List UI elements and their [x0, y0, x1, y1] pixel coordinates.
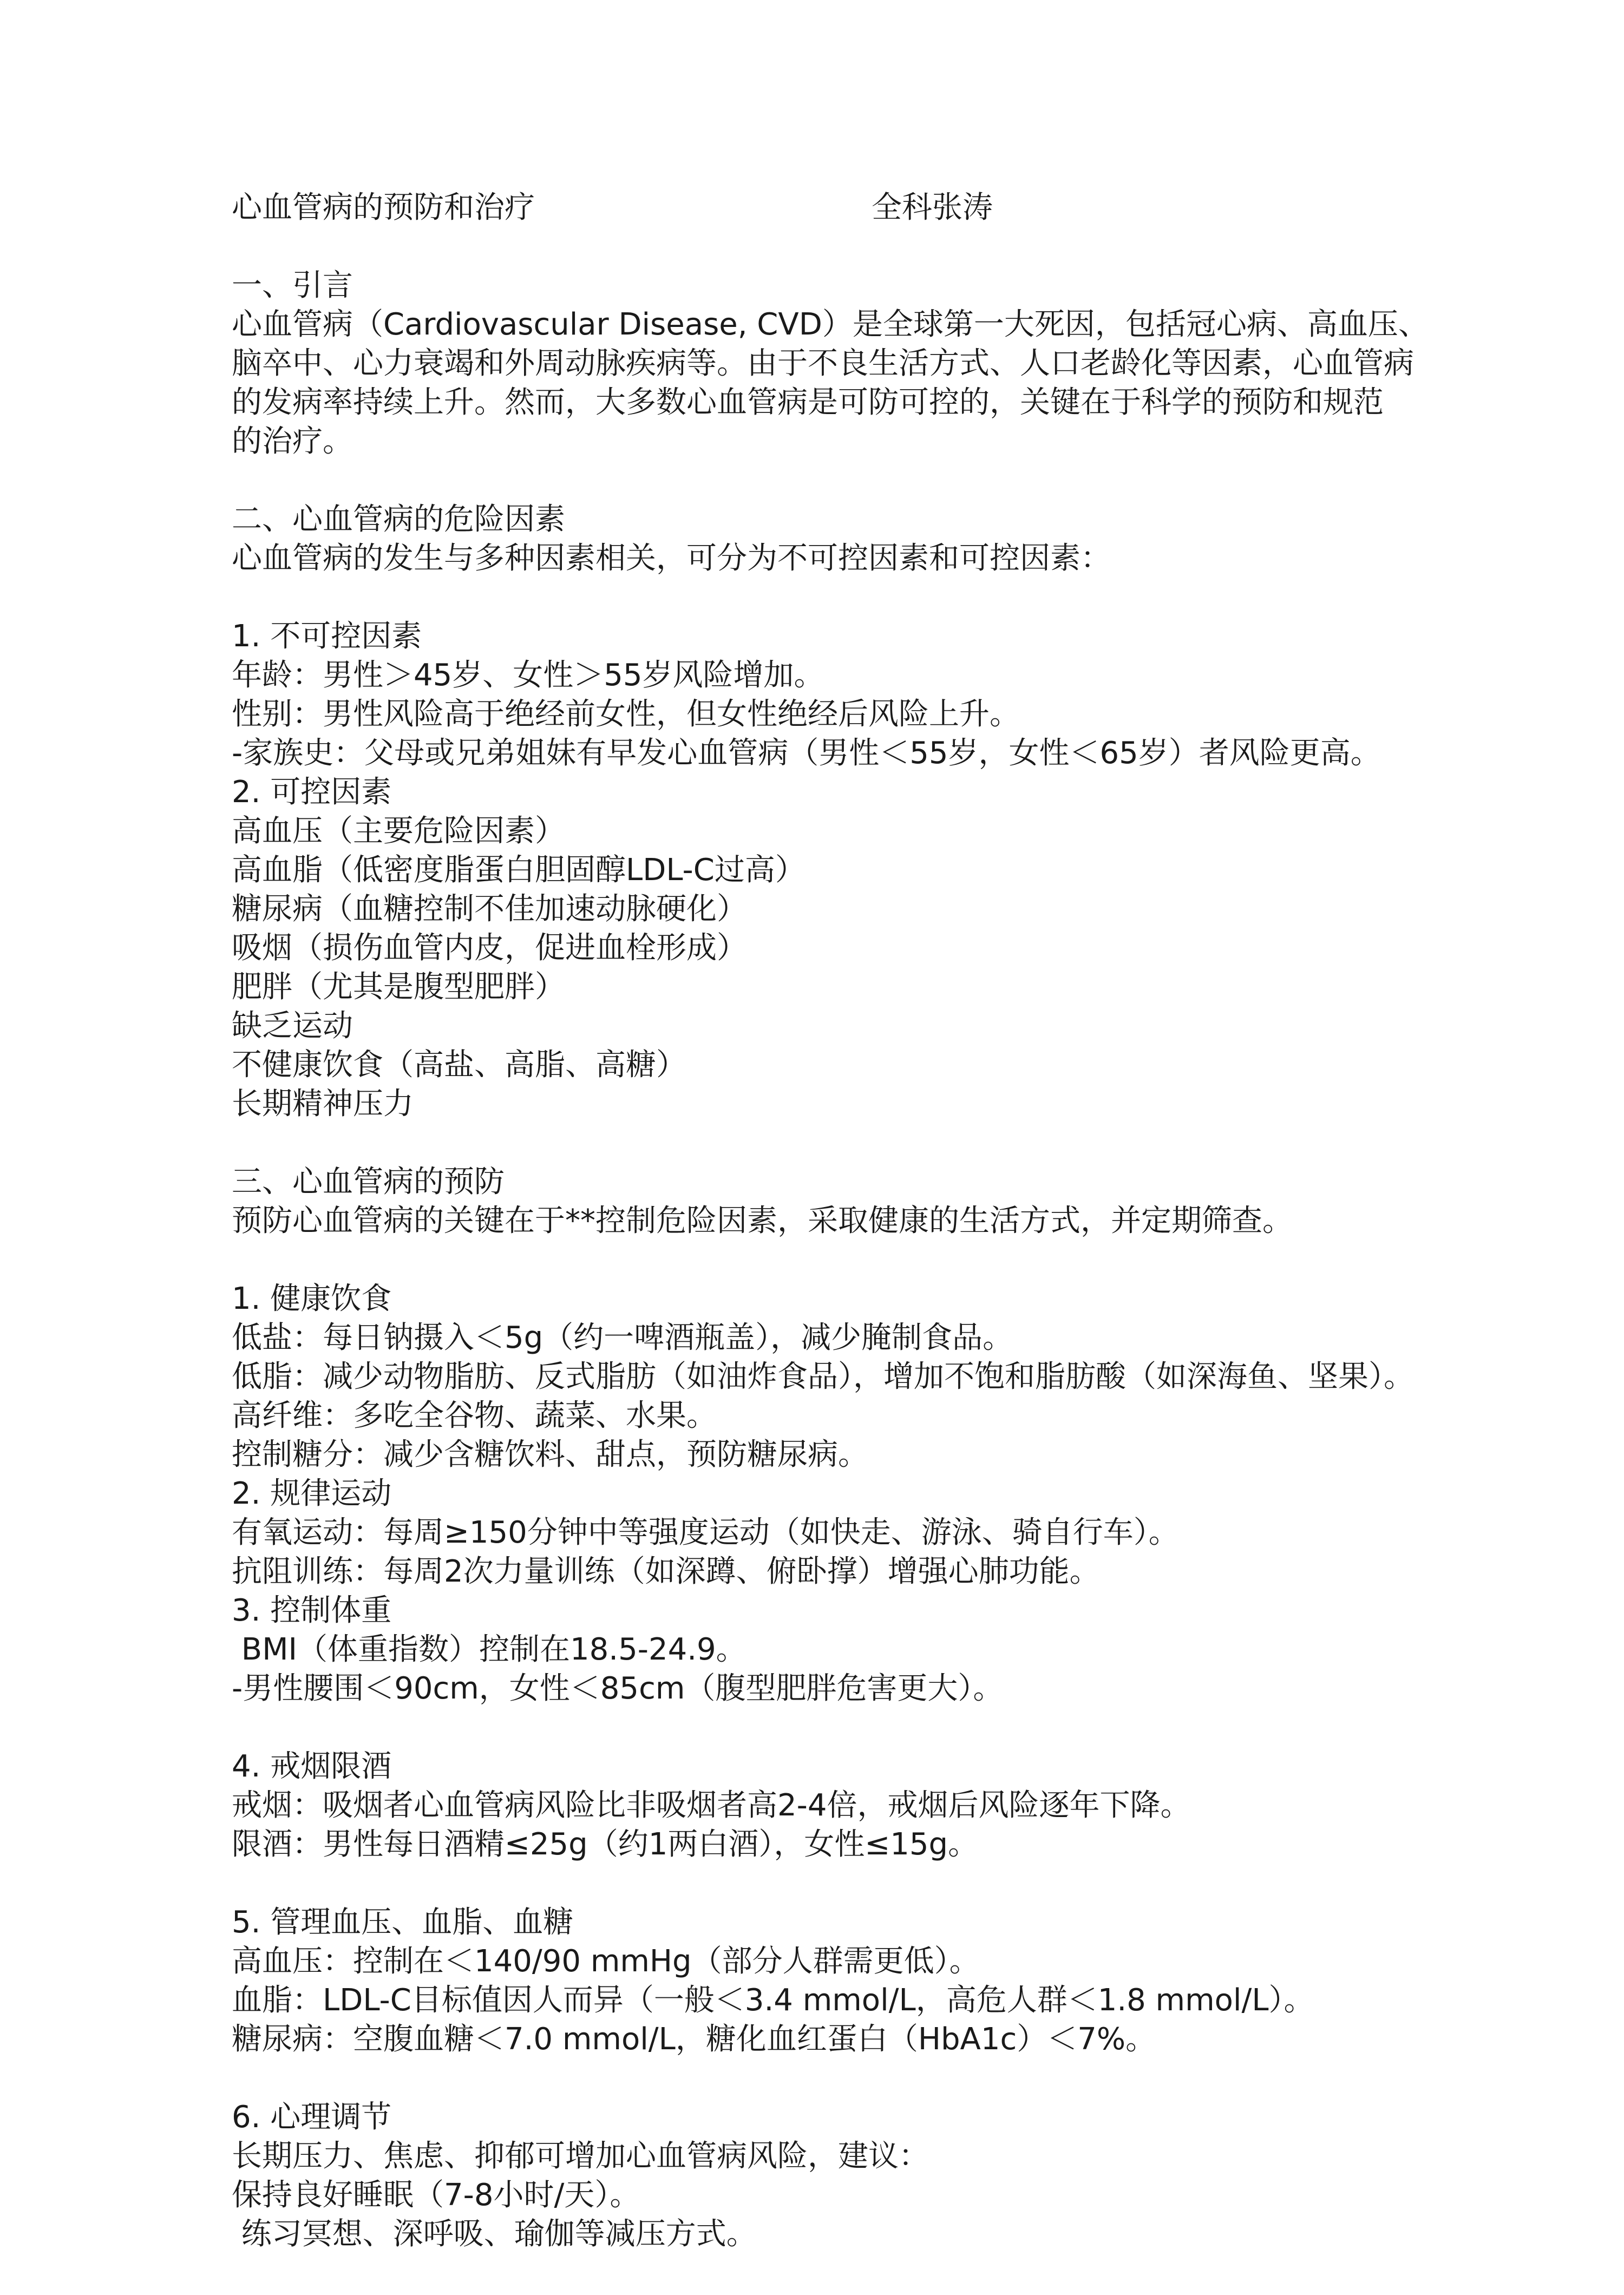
- document-author: 全科张涛: [872, 190, 993, 225]
- text-line: 的发病率持续上升。然而，大多数心血管病是可防可控的，关键在于科学的预防和规范: [232, 385, 1384, 420]
- text-line: 2. 规律运动: [232, 1476, 392, 1511]
- text-line: 长期精神压力: [232, 1086, 414, 1122]
- text-line: 脑卒中、心力衰竭和外周动脉疾病等。由于不良生活方式、人口老龄化等因素，心血管病: [232, 346, 1414, 381]
- text-line: 预防心血管病的关键在于**控制危险因素，采取健康的生活方式，并定期筛查。: [232, 1203, 1293, 1238]
- text-line: 缺乏运动: [232, 1008, 353, 1044]
- text-line: 吸烟（损伤血管内皮，促进血栓形成）: [232, 930, 747, 966]
- text-line: 抗阻训练：每周2次力量训练（如深蹲、俯卧撑）增强心肺功能。: [232, 1554, 1100, 1589]
- blank-line: [232, 1864, 1607, 1903]
- text-line: 5. 管理血压、血脂、血糖: [232, 1905, 574, 1940]
- text-line: -家族史：父母或兄弟姐妹有早发心血管病（男性＜55岁，女性＜65岁）者风险更高。: [232, 736, 1381, 771]
- text-line: 低脂：减少动物脂肪、反式脂肪（如油炸食品），增加不饱和脂肪酸（如深海鱼、坚果）。: [232, 1359, 1414, 1394]
- text-line: 控制糖分：减少含糖饮料、甜点，预防糖尿病。: [232, 1437, 868, 1472]
- text-line: 低盐：每日钠摄入＜5g（约一啤酒瓶盖），减少腌制食品。: [232, 1320, 1013, 1355]
- text-line: 2. 可控因素: [232, 775, 392, 810]
- text-line: 肥胖（尤其是腹型肥胖）: [232, 969, 565, 1005]
- text-line: 限酒：男性每日酒精≤25g（约1两白酒），女性≤15g。: [232, 1827, 979, 1862]
- text-line: 高血压：控制在＜140/90 mmHg（部分人群需更低）。: [232, 1944, 980, 1979]
- text-line: 1. 健康饮食: [232, 1281, 392, 1316]
- text-line: 二、心血管病的危险因素: [232, 502, 565, 537]
- blank-line: [232, 2059, 1607, 2098]
- text-line: 6. 心理调节: [232, 2100, 392, 2135]
- text-line: 不健康饮食（高盐、高脂、高糖）: [232, 1047, 686, 1083]
- text-line: BMI（体重指数）控制在18.5-24.9。: [232, 1632, 746, 1667]
- blank-line: [232, 461, 1607, 500]
- blank-line: [232, 227, 1607, 266]
- blank-line: [232, 1124, 1607, 1163]
- text-line: -男性腰围＜90cm，女性＜85cm（腹型肥胖危害更大）。: [232, 1671, 1004, 1706]
- text-line: 心血管病（Cardiovascular Disease, CVD）是全球第一大死因，包括冠心病、高血压、: [232, 307, 1429, 342]
- text-line: 有氧运动：每周≥150分钟中等强度运动（如快走、游泳、骑自行车）。: [232, 1515, 1179, 1550]
- text-line: 心血管病的发生与多种因素相关，可分为不可控因素和可控因素：: [232, 541, 1111, 576]
- blank-line: [232, 1708, 1607, 1747]
- text-line: 高纤维：多吃全谷物、蔬菜、水果。: [232, 1398, 717, 1433]
- text-line: 糖尿病：空腹血糖＜7.0 mmol/L，糖化血红蛋白（HbA1c）＜7%。: [232, 2022, 1156, 2057]
- text-line: 年龄：男性＞45岁、女性＞55岁风险增加。: [232, 658, 824, 693]
- text-line: 4. 戒烟限酒: [232, 1749, 392, 1784]
- text-line: 高血脂（低密度脂蛋白胆固醇LDL-C过高）: [232, 853, 806, 888]
- text-line: 戒烟：吸烟者心血管病风险比非吸烟者高2-4倍，戒烟后风险逐年下降。: [232, 1788, 1191, 1823]
- document-body: [232, 188, 1607, 2254]
- text-line: 1. 不可控因素: [232, 619, 422, 654]
- document-title: 心血管病的预防和治疗: [232, 190, 535, 225]
- text-line: 练习冥想、深呼吸、瑜伽等减压方式。: [232, 2217, 757, 2252]
- text-line: 一、引言: [232, 268, 353, 303]
- text-line: 三、心血管病的预防: [232, 1164, 505, 1199]
- text-line: 性别：男性风险高于绝经前女性，但女性绝经后风险上升。: [232, 697, 1020, 732]
- blank-line: [232, 578, 1607, 617]
- text-line: 长期压力、焦虑、抑郁可增加心血管病风险，建议：: [232, 2139, 929, 2174]
- blank-line: [232, 1241, 1607, 1280]
- text-line: 糖尿病（血糖控制不佳加速动脉硬化）: [232, 891, 747, 927]
- text-line: 的治疗。: [232, 424, 353, 459]
- text-line: 3. 控制体重: [232, 1593, 392, 1628]
- text-line: 保持良好睡眠（7-8小时/天）。: [232, 2178, 640, 2213]
- text-line: 血脂：LDL-C目标值因人而异（一般＜3.4 mmol/L，高危人群＜1.8 mmol/L）。: [232, 1983, 1314, 2018]
- text-line: 高血压（主要危险因素）: [232, 814, 565, 849]
